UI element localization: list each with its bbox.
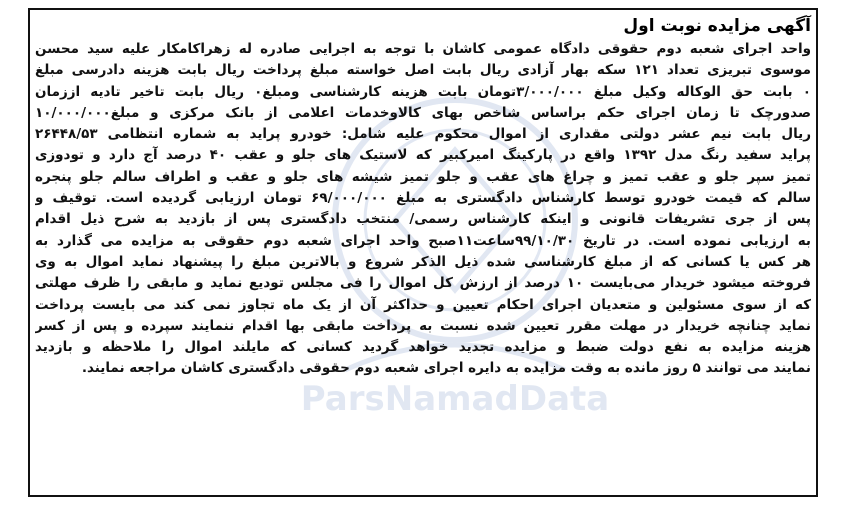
notice-line: فروخته میشود خریدار می‌بایست ۱۰ درصد از ارزش کل اموال را فی مجلس تودیع نماید و مابقی را ظرف مهلتی (35, 275, 811, 292)
notice-frame (28, 8, 818, 497)
notice-line: نماید چنانچه خریدار در مهلت مقرر تعیین شده نسبت به پرداخت مابقی بها اقدام ننمایند سپرده و پس از کسر (35, 317, 811, 334)
notice-line: سالم که قیمت خودرو توسط کارشناس دادگستری به مبلغ ۶۹/۰۰۰/۰۰۰ تومان ارزیابی گردیده است. توقیف و (35, 190, 811, 207)
notice-line: موسوی تبریزی تعداد ۱۲۱ سکه بهار آزادی ریال بابت اصل خواسته مبلغ پرداخت ریال بابت هزینه دادرسی مبلغ (35, 62, 811, 79)
notice-line: واحد اجرای شعبه دوم حقوقی دادگاه عمومی کاشان با توجه به اجرایی صادره له زهراکامکار علیه سید محسن (35, 41, 811, 57)
notice-body (35, 39, 811, 380)
notice-line: پراید سفید رنگ مدل ۱۳۹۲ واقع در پارکینگ امیرکبیر که لاستیک های جلو و عقب ۴۰ درصد آج دارد و تودوزی (35, 147, 811, 164)
svg-text:ParsNamadData: ParsNamadData (300, 379, 610, 419)
notice-line: ۰ بابت حق الوکاله وکیل مبلغ ۳/۰۰۰/۰۰۰تومان بابت هزینه کارشناسی ومبلغ۰ ریال بابت تاخیر تادیه اززمان (35, 83, 811, 100)
notice-line: هزینه مزایده به نفع دولت ضبط و مزایده تجدید خواهد گردید کسانی که مایلند اموال را ملاحظه و بازدید (35, 339, 811, 356)
notice-line: صدورچک تا زمان اجرای حکم براساس شاخص بهای کالاوخدمات اعلامی از بانک مرکزی و مبلغ۱۰/۰۰۰/۰۰۰ (35, 104, 811, 121)
notice-line: به ارزیابی نموده است. در تاریخ ۹۹/۱۰/۳۰ساعت۱۱صبح واحد اجرای شعبه دوم حقوقی به مزایده می گذارد به (35, 232, 811, 249)
notice-line: ریال بابت نیم عشر دولتی مقداری از اموال محکوم علیه شامل: خودرو پراید به شماره انتظامی ۲۶۴۴۸/۵۳ (35, 126, 811, 143)
notice-line: که از سوی مسئولین و متعدیان اجرای احکام تعیین و حداکثر آن از یک ماه تجاوز نمی کند می بایست پرداخت (35, 296, 811, 313)
notice-title: آگهی مزایده نوبت اول (623, 16, 811, 36)
notice-line: تمیز سپر جلو و عقب تمیز و چراغ های عقب و جلو تمیز شیشه های جلو و عقب و اطراف سالم جلو پنجره (35, 168, 811, 185)
notice-line: نمایند می توانند ۵ روز مانده به وقت مزایده به دایره اجرای شعبه دوم حقوقی دادگستری کاشان مراجعه نمایند. (81, 360, 811, 377)
notice-line: هر کس یا کسانی که از مبلغ کارشناسی شده ذیل الذکر شروع و بالاترین مبلغ را پیشنهاد نماید اموال به وی (35, 253, 811, 270)
notice-line: پس از جری تشریفات قانونی و اینکه کارشناس رسمی/ منتخب دادگستری پس از بازدید به شرح ذیل اقدام (35, 211, 811, 228)
notice-content (35, 13, 811, 492)
